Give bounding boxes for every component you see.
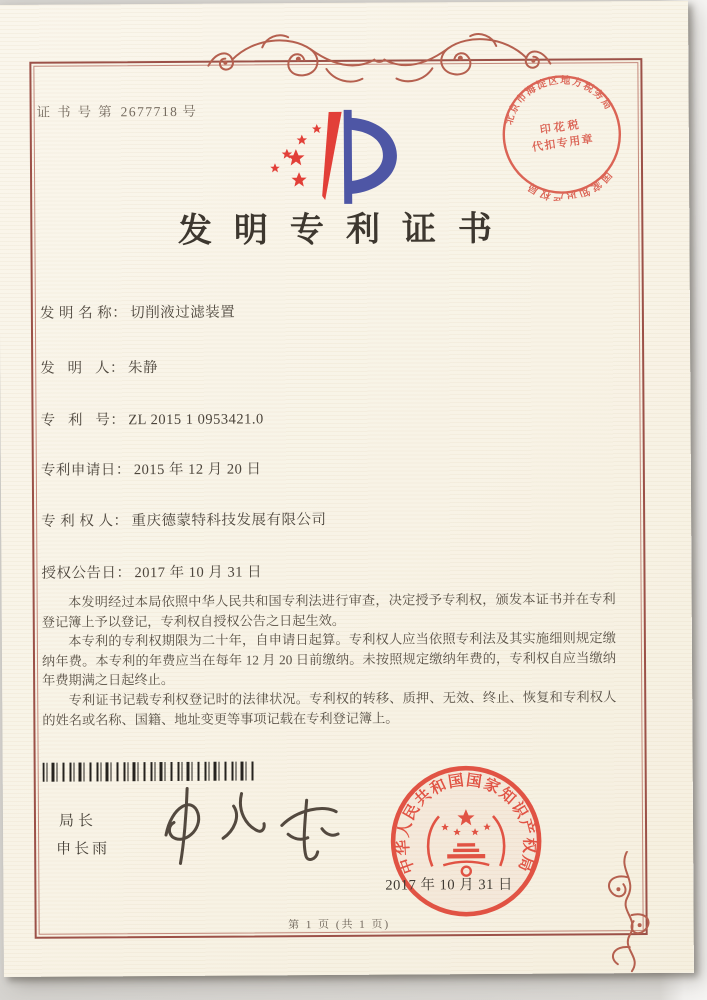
certificate-paper bbox=[0, 1, 694, 977]
official-seal-icon bbox=[387, 762, 546, 921]
field-label: 发 明 人： bbox=[40, 360, 126, 377]
tax-stamp-center-line1: 印花税 bbox=[539, 118, 583, 137]
certificate-number-suffix: 号 bbox=[182, 103, 196, 119]
field-grant-date bbox=[41, 560, 262, 582]
field-value: 朱静 bbox=[127, 360, 159, 377]
field-value: 重庆德蒙特科技发展有限公司 bbox=[131, 512, 327, 530]
legal-paragraph-3: 专利证书记载专利权登记时的法律状况。专利权的转移、质押、无效、终止、恢复和专利权人的姓名或名称、国籍、地址变更等事项记载在专利登记簿上。 bbox=[42, 689, 617, 728]
field-label: 专利申请日： bbox=[40, 462, 131, 479]
field-inventor bbox=[40, 356, 158, 378]
certificate-number-prefix: 证书号第 bbox=[36, 104, 119, 120]
field-label: 授权公告日： bbox=[41, 565, 132, 582]
field-patent-number bbox=[40, 407, 263, 429]
field-label: 发 明 名 称： bbox=[39, 305, 128, 322]
tax-stamp-arc-top: 北京市海淀区地方税务局 bbox=[503, 75, 615, 127]
legal-paragraph-2: 本专利的专利权期限为二十年，自申请日起算。专利权人应当依照专利法及其实施细则规定缴纳年费。本专利的年费应当在每年 12 月 20 日前缴纳。未按照规定缴纳年费的，专利权自应当缴纳年费期满之日起终止。 bbox=[41, 630, 617, 689]
tax-stamp-center-line2: 代扣专用章 bbox=[531, 132, 595, 154]
field-value: 切削液过滤装置 bbox=[130, 304, 236, 322]
certificate-title: 发明专利证书 bbox=[177, 210, 514, 250]
tax-stamp-arc-bottom: 国家知识产权局 bbox=[524, 168, 613, 202]
certificate-number bbox=[37, 100, 196, 121]
cnipa-logo-icon bbox=[259, 105, 424, 208]
officer-name: 申长雨 bbox=[56, 841, 111, 858]
field-value: ZL 2015 1 0953421.0 bbox=[128, 411, 264, 429]
page-number: 第 1 页 (共 1 页) bbox=[288, 918, 391, 932]
officer-title: 局长 bbox=[58, 813, 98, 830]
seal-date: 2017 年 10 月 31 日 bbox=[385, 876, 514, 894]
legal-text bbox=[42, 589, 617, 730]
official-seal-arc-text: 中华人民共和国国家知识产权局 bbox=[394, 771, 538, 876]
certificate-number-digits: 2677718 bbox=[120, 103, 179, 120]
field-label: 专 利 权 人： bbox=[41, 513, 129, 530]
field-value: 2015 年 12 月 20 日 bbox=[133, 461, 262, 479]
field-value: 2017 年 10 月 31 日 bbox=[134, 564, 263, 582]
field-filing-date bbox=[41, 457, 262, 479]
border-ornament-bottom-right-icon bbox=[583, 851, 666, 973]
field-patentee bbox=[41, 508, 326, 531]
legal-paragraph-1: 本发明经过本局依照中华人民共和国专利法进行审查，决定授予专利权，颁发本证书并在专利登记簿上予以登记，专利权自授权公告之日起生效。 bbox=[41, 591, 616, 630]
signature-icon bbox=[141, 773, 347, 880]
field-invention-name bbox=[40, 301, 235, 323]
field-label: 专 利 号： bbox=[40, 412, 126, 429]
border-ornament-top-icon bbox=[206, 28, 552, 96]
